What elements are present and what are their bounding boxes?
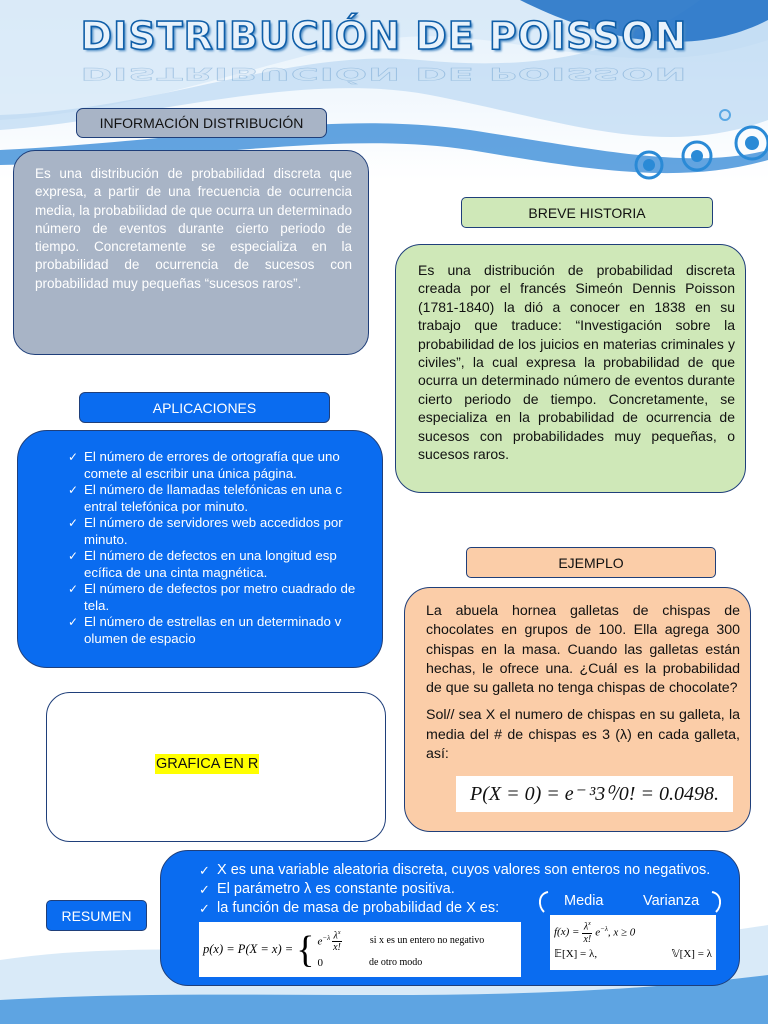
grafica-box — [46, 692, 386, 842]
list-item: ✓ El número de llamadas telefónicas en una c entral telefónica por minuto. — [68, 482, 342, 514]
pmf-case2-expr: 0 de otro modo — [317, 956, 423, 969]
resumen-item: ✓ X es una variable aleatoria discreta, cuyos valores son enteros no negativos. — [199, 862, 711, 878]
list-item: ✓ El número de servidores web accedidos por minuto. — [68, 515, 343, 547]
moments-formula-box — [550, 915, 716, 970]
aplicaciones-list — [60, 449, 362, 647]
check-icon: ✓ — [199, 882, 210, 897]
pmf-lhs: p(x) = P(X = x) = — [203, 942, 294, 956]
resumen-heading: RESUMEN — [46, 900, 147, 931]
list-item: ✓ El número de estrellas en un determinado v olumen de espacio — [68, 614, 342, 646]
check-icon: ✓ — [68, 582, 79, 596]
check-icon: ✓ — [68, 483, 79, 497]
ejemplo-heading: EJEMPLO — [466, 547, 716, 578]
ejemplo-problem: La abuela hornea galletas de chispas de chocolates en grupos de 100. Ella agrega 300 chispas en la masa. Cuando las galletas están hechas, le ofrece una. ¿Cuál es la probabilidad de que su galleta no tenga chispas de chocolate? — [426, 603, 740, 697]
check-icon: ✓ — [199, 863, 210, 878]
aplicaciones-box — [17, 430, 383, 668]
title-reflection: DISTRIBUCIÓN DE POISSON — [80, 64, 688, 84]
historia-heading: BREVE HISTORIA — [461, 197, 713, 228]
historia-box — [395, 244, 746, 493]
check-icon: ✓ — [68, 516, 79, 530]
pmf-formula-box — [199, 922, 521, 977]
check-icon: ✓ — [199, 901, 210, 916]
informacion-text: Es una distribución de probabilidad discreta que expresa, a partir de una frecuencia de ocurrencia media, la probabilidad de que ocurra un determinado número de eventos durante cierto periodo de tiempo. Concretamente se especializa en la probabilidad de ocurrencia de sucesos con probabilidad muy pequeñas “sucesos raros”. — [35, 166, 352, 291]
page-title: DISTRIBUCIÓN DE POISSON — [80, 14, 688, 58]
moments-density: f(x) = $\frac{\lambda^x}{x!}$ $e^{-\lambda}$, x ≥ 0 — [554, 921, 636, 945]
informacion-box — [13, 150, 369, 355]
historia-text: Es una distribución de probabilidad discreta creada por el francés Simeón Dennis Poisson (1781-1840) la dió a conocer en 1838 en su trabajo que traduce: “Investigación sobre la probabilidad de los juicios en materias criminales y civiles”, la cual expresa la probabilidad de que ocurra un determinado número de eventos durante cierto periodo de tiempo. Concretamente, se especializa en la probabilidad de ocurrencia de sucesos con probabilidades muy pequeñas, o sucesos raros. — [418, 262, 735, 463]
check-icon: ✓ — [68, 450, 79, 464]
list-item: ✓ El número de defectos en una longitud esp ecífica de una cinta magnética. — [68, 548, 337, 580]
media-label: Media — [564, 893, 604, 909]
grafica-label: GRAFICA EN R — [155, 754, 259, 774]
pmf-case1-text: si x es un entero no negativo — [369, 935, 485, 946]
pmf-case2-text: de otro modo — [368, 957, 423, 968]
informacion-heading: INFORMACIÓN DISTRIBUCIÓN — [76, 108, 327, 138]
resumen-item: ✓ la función de masa de probabilidad de X es: — [199, 900, 500, 916]
pmf-case1-expr: $e^{-\lambda}$ $\lambda^x$ x! si x es un entero no negativo — [317, 929, 485, 954]
varianza-label: Varianza — [643, 893, 700, 909]
moments-mean-var: 𝔼[X] = λ, 𝕍[X] = λ — [554, 948, 712, 960]
ejemplo-formula-box — [456, 776, 733, 812]
pmf-cases — [317, 928, 484, 972]
aplicaciones-heading: APLICACIONES — [79, 392, 330, 423]
ejemplo-solution: Sol// sea X el numero de chispas en su galleta, la media del # de chispas es 3 (λ) en cada galleta, así: — [426, 707, 740, 763]
pmf-brace: { — [296, 928, 315, 971]
check-icon: ✓ — [68, 549, 79, 563]
ejemplo-box — [404, 587, 751, 832]
media-varianza-brackets — [530, 888, 730, 914]
list-item: ✓ El número de errores de ortografía que uno comete al escribir una única página. — [68, 449, 340, 481]
check-icon: ✓ — [68, 615, 79, 629]
resumen-item: ✓ El parámetro λ es constante positiva. — [199, 881, 455, 897]
ejemplo-formula: P(X = 0) = e⁻ ³3⁰/0! = 0.0498. — [470, 782, 719, 805]
list-item: ✓ El número de defectos por metro cuadrado de tela. — [68, 581, 356, 613]
